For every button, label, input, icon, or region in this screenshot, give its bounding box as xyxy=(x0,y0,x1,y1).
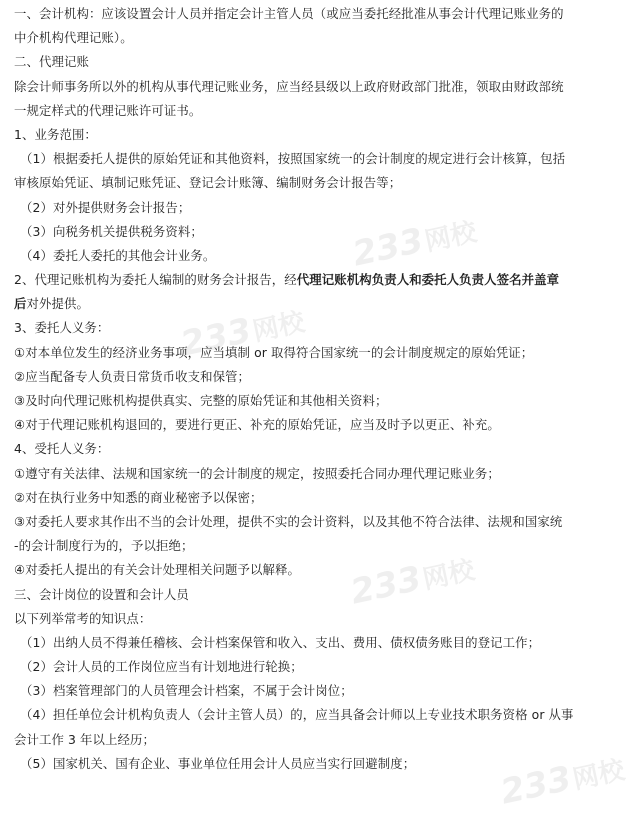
bold-text-segment: 代理记账机构负责人和委托人负责人签名并盖章 xyxy=(296,272,560,288)
text-segment: （2）会计人员的工作岗位应当有计划地进行轮换； xyxy=(20,659,303,675)
text-segment: -的会计制度行为的，予以拒绝； xyxy=(14,538,194,554)
text-segment: ④对于代理记账机构退回的，要进行更正、补充的原始凭证，应当及时予以更正、补充。 xyxy=(14,417,500,433)
text-line xyxy=(14,244,600,268)
watermark-text: 网校 xyxy=(570,755,628,796)
text-line xyxy=(14,316,600,340)
text-segment: 除会计师事务所以外的机构从事代理记账业务，应当经县级以上政府财政部门批准，领取由财政部统 xyxy=(14,78,564,94)
text-line xyxy=(14,268,600,292)
text-segment: 会计工作 3 年以上经历； xyxy=(14,731,155,747)
watermark-number: 233 xyxy=(347,558,425,613)
text-segment: 以下列举常考的知识点： xyxy=(14,610,152,626)
text-segment: （3）向税务机关提供税务资料； xyxy=(20,223,203,239)
text-line xyxy=(14,365,600,389)
text-line xyxy=(14,50,600,74)
text-line xyxy=(14,510,600,534)
text-line xyxy=(14,437,600,461)
text-line xyxy=(14,413,600,437)
text-line xyxy=(14,389,600,413)
text-segment: 一、会计机构：应该设置会计人员并指定会计主管人员（或应当委托经批准从事会计代理记账业务的 xyxy=(14,6,564,21)
text-segment: 三、会计岗位的设置和会计人员 xyxy=(14,586,189,602)
text-segment: （4）委托人委托的其他会计业务。 xyxy=(20,247,216,263)
text-line xyxy=(14,607,600,631)
text-line xyxy=(14,292,600,316)
text-line xyxy=(14,196,600,220)
text-line xyxy=(14,679,600,703)
text-segment: ③对委托人要求其作出不当的会计处理，提供不实的会计资料，以及其他不符合法律、法规和国家统 xyxy=(14,513,563,529)
text-segment: ②应当配备专人负责日常货币收支和保管； xyxy=(14,368,251,384)
text-segment: （1）出纳人员不得兼任稽核、会计档案保管和收入、支出、费用、债权债务账目的登记工作； xyxy=(20,634,541,650)
text-line xyxy=(14,123,600,147)
text-segment: 2、代理记账机构为委托人编制的财务会计报告，经 xyxy=(14,272,297,288)
text-line xyxy=(14,220,600,244)
text-segment: 中介机构代理记账）。 xyxy=(14,30,133,46)
text-line xyxy=(14,75,600,99)
text-segment: （4）担任单位会计机构负责人（会计主管人员）的，应当具备会计师以上专业技术职务资格 or 从事 xyxy=(20,707,574,723)
text-line xyxy=(14,2,600,26)
text-line xyxy=(14,171,600,195)
text-line xyxy=(14,703,600,727)
bold-text-segment: 后 xyxy=(14,296,27,312)
text-segment: ④对委托人提出的有关会计处理相关问题予以解释。 xyxy=(14,562,301,578)
watermark-text: 网校 xyxy=(250,307,308,348)
watermark-text: 网校 xyxy=(420,555,478,596)
watermark-number: 233 xyxy=(177,310,255,365)
text-line xyxy=(14,655,600,679)
watermark-number: 233 xyxy=(497,758,575,813)
text-line xyxy=(14,341,600,365)
text-line xyxy=(14,26,600,50)
text-line xyxy=(14,534,600,558)
text-segment: 3、委托人义务： xyxy=(14,320,110,336)
text-segment: 对外提供。 xyxy=(26,296,89,312)
text-segment: 审核原始凭证、填制记账凭证、登记会计账簿、编制财务会计报告等； xyxy=(14,175,402,191)
text-segment: 一规定样式的代理记账许可证书。 xyxy=(14,102,202,118)
text-line xyxy=(14,631,600,655)
text-line xyxy=(14,486,600,510)
text-line xyxy=(14,728,600,752)
text-segment: （3）档案管理部门的人员管理会计档案，不属于会计岗位； xyxy=(20,683,353,699)
text-line xyxy=(14,583,600,607)
text-segment: 1、业务范围： xyxy=(14,126,97,142)
text-line xyxy=(14,752,600,776)
text-segment: （1）根据委托人提供的原始凭证和其他资料，按照国家统一的会计制度的规定进行会计核算，包括 xyxy=(20,151,566,167)
text-segment: （5）国家机关、国有企业、事业单位任用会计人员应当实行回避制度； xyxy=(20,755,416,771)
text-segment: （2）对外提供财务会计报告； xyxy=(20,199,191,215)
text-segment: ①遵守有关法律、法规和国家统一的会计制度的规定，按照委托合同办理代理记账业务； xyxy=(14,465,500,481)
text-segment: ①对本单位发生的经济业务事项，应当填制 or 取得符合国家统一的会计制度规定的原始凭证； xyxy=(14,344,534,360)
text-line xyxy=(14,462,600,486)
watermark-text: 网校 xyxy=(422,217,480,258)
text-segment: 4、受托人义务： xyxy=(14,441,110,457)
text-line xyxy=(14,558,600,582)
text-segment: 二、代理记账 xyxy=(14,54,89,70)
watermark-number: 233 xyxy=(349,220,427,275)
text-segment: ②对在执行业务中知悉的商业秘密予以保密； xyxy=(14,489,263,505)
text-line xyxy=(14,147,600,171)
text-segment: ③及时向代理记账机构提供真实、完整的原始凭证和其他相关资料； xyxy=(14,393,388,408)
text-line xyxy=(14,99,600,123)
